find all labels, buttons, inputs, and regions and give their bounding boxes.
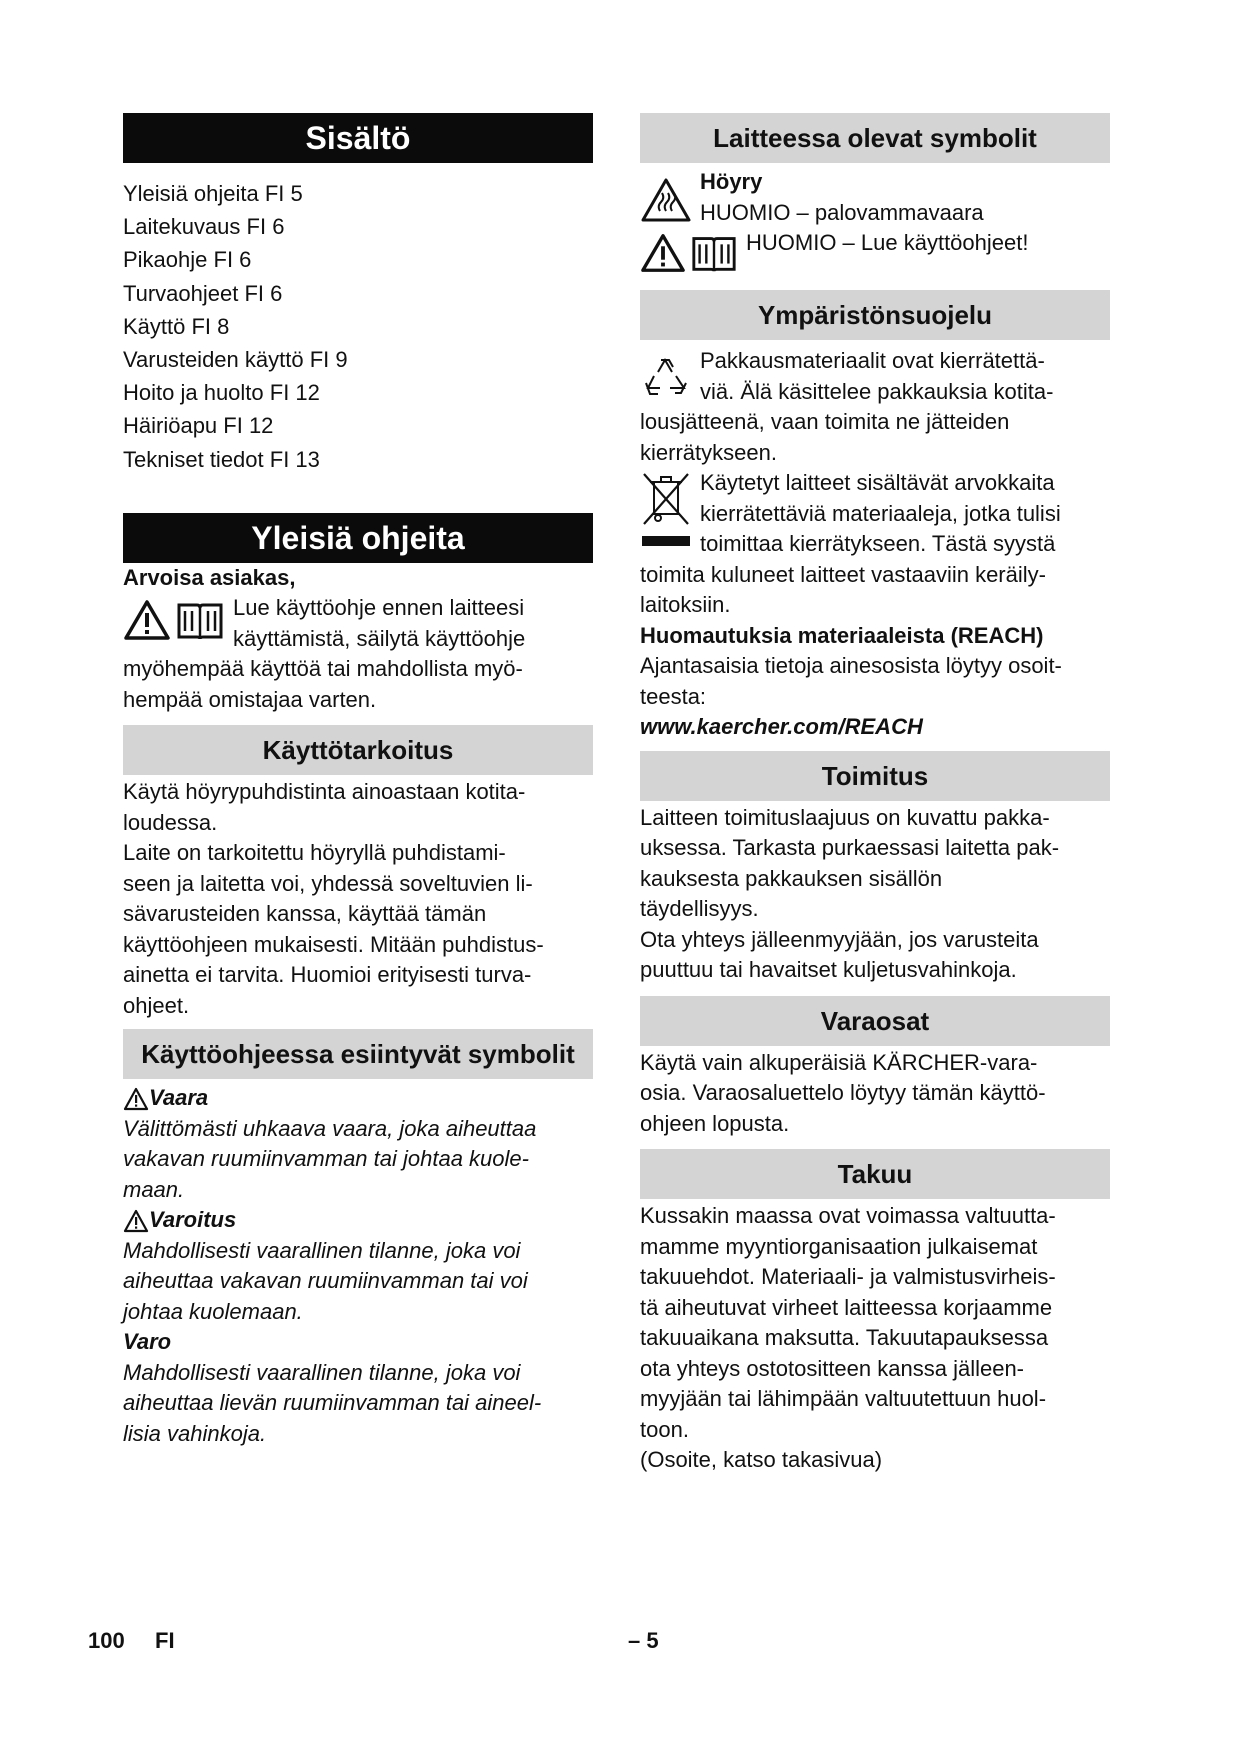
manual-book-icon bbox=[690, 232, 738, 274]
delivery-text bbox=[640, 803, 1110, 986]
section-page-number: – 5 bbox=[628, 1628, 659, 1653]
text-line: täydellisyys. bbox=[640, 896, 759, 921]
toc-item[interactable]: Häiriöapu FI 12 bbox=[123, 413, 274, 439]
toc-item[interactable]: Tekniset tiedot FI 13 bbox=[123, 446, 320, 472]
steam-symbol-row bbox=[640, 167, 1110, 228]
steam-label: Höyry bbox=[700, 169, 763, 194]
caution-text-line: Mahdollisesti vaarallinen tilanne, joka voi bbox=[123, 1359, 521, 1385]
text-line: osia. Varaosaluettelo löytyy tämän käyttö- bbox=[640, 1080, 1046, 1105]
danger-text-line: vakavan ruumiinvamman tai johtaa kuole- bbox=[123, 1146, 529, 1172]
text-line: Ota yhteys jälleenmyyjään, jos varusteita bbox=[640, 926, 1039, 952]
spare-parts-text bbox=[640, 1048, 1110, 1140]
text-line: Laitteen toimituslaajuus on kuvattu pakka- bbox=[640, 804, 1050, 830]
caution-text-line: lisia vahinkoja. bbox=[123, 1420, 267, 1446]
right-column bbox=[640, 113, 1110, 1476]
steam-text: HUOMIO – palovammavaara bbox=[700, 199, 984, 225]
text-line: toon. bbox=[640, 1416, 689, 1442]
text-line: mamme myyntiorganisaation julkaisemat bbox=[640, 1233, 1038, 1259]
warning-triangle-icon bbox=[123, 1087, 149, 1111]
text-line: myyjään tai lähimpään valtuutettuun huol- bbox=[640, 1386, 1047, 1411]
reach-link[interactable]: www.kaercher.com/REACH bbox=[640, 714, 923, 739]
text-line: loudessa. bbox=[123, 809, 218, 835]
environment-heading: Ympäristönsuojelu bbox=[640, 290, 1110, 340]
toc-item[interactable]: Laitekuvaus FI 6 bbox=[123, 214, 285, 240]
hot-steam-warning-icon bbox=[640, 177, 692, 223]
intro-text-line: hempää omistajaa varten. bbox=[123, 686, 377, 712]
intro-text-line: myöhempää käyttöä tai mahdollista myö- bbox=[123, 656, 523, 682]
text-line: Pakkausmateriaalit ovat kierrätettä- bbox=[700, 348, 1045, 373]
intro-text-line: käyttämistä, säilytä käyttöohje bbox=[233, 625, 526, 651]
intro-text-line: Lue käyttöohje ennen laitteesi bbox=[233, 595, 525, 621]
toc-item[interactable]: Käyttö FI 8 bbox=[123, 313, 230, 339]
warranty-heading: Takuu bbox=[640, 1149, 1110, 1199]
warning-text-line: Mahdollisesti vaarallinen tilanne, joka voi bbox=[123, 1237, 521, 1263]
danger-text-line: maan. bbox=[123, 1176, 185, 1202]
spare-parts-heading: Varaosat bbox=[640, 996, 1110, 1046]
language-code: FI bbox=[155, 1628, 175, 1653]
symbols-list bbox=[123, 1083, 593, 1449]
danger-label: Vaara bbox=[149, 1085, 209, 1111]
weee-notice bbox=[640, 468, 1110, 560]
text-line: laitoksiin. bbox=[640, 592, 731, 617]
warning-text-line: aiheuttaa vakavan ruumiinvamman tai voi bbox=[123, 1268, 528, 1294]
manual-book-icon bbox=[175, 599, 225, 641]
text-line: kierrätettäviä materiaaleja, jotka tulisi bbox=[700, 500, 1061, 526]
greeting: Arvoisa asiakas, bbox=[123, 564, 296, 590]
text-line: (Osoite, katso takasivua) bbox=[640, 1447, 883, 1472]
text-line: takuuaikana maksutta. Takuutapauksessa bbox=[640, 1325, 1049, 1350]
text-line: kauksesta pakkauksen sisällön bbox=[640, 865, 943, 891]
page-number: 100 bbox=[88, 1628, 125, 1653]
manual-text: HUOMIO – Lue käyttöohjeet! bbox=[746, 230, 1029, 255]
text-line: ohjeet. bbox=[123, 992, 190, 1018]
recycling-notice bbox=[640, 346, 1110, 407]
text-line: Laite on tarkoitettu höyryllä puhdistami- bbox=[123, 840, 506, 866]
text-line: toimita kuluneet laitteet vastaaviin keräily- bbox=[640, 561, 1046, 587]
text-line: Ajantasaisia tietoja ainesosista löytyy osoit- bbox=[640, 653, 1062, 678]
text-line: sävarusteiden kanssa, käyttää tämän bbox=[123, 901, 487, 927]
delivery-heading: Toimitus bbox=[640, 751, 1110, 801]
read-manual-notice bbox=[123, 593, 593, 654]
caution-label: Varo bbox=[123, 1329, 172, 1355]
text-line: seen ja laitetta voi, yhdessä soveltuvien li- bbox=[123, 870, 533, 896]
text-line: Käytä vain alkuperäisiä KÄRCHER-vara- bbox=[640, 1049, 1038, 1075]
text-line: viä. Älä käsittelee pakkauksia kotita- bbox=[700, 378, 1054, 404]
crossed-out-bin-icon bbox=[640, 470, 692, 558]
warranty-text bbox=[640, 1201, 1110, 1476]
text-line: lousjätteenä, vaan toimita ne jätteiden bbox=[640, 409, 1010, 434]
toc-item[interactable]: Hoito ja huolto FI 12 bbox=[123, 380, 320, 406]
danger-text-line: Välittömästi uhkaava vaara, joka aiheuttaa bbox=[123, 1115, 537, 1141]
purpose-heading: Käyttötarkoitus bbox=[123, 725, 593, 775]
warning-triangle-icon bbox=[123, 599, 171, 641]
caution-text-line: aiheuttaa lievän ruumiinvamman tai aineel- bbox=[123, 1390, 542, 1416]
warning-text-line: johtaa kuolemaan. bbox=[123, 1298, 303, 1324]
toc-item[interactable]: Pikaohje FI 6 bbox=[123, 247, 252, 273]
text-line: takuuehdot. Materiaali- ja valmistusvirheis- bbox=[640, 1264, 1056, 1289]
text-line: käyttöohjeen mukaisesti. Mitään puhdistus- bbox=[123, 931, 544, 957]
text-line: puuttuu tai havaitset kuljetusvahinkoja. bbox=[640, 957, 1017, 982]
text-line: ainetta ei tarvita. Huomioi erityisesti turva- bbox=[123, 962, 532, 988]
left-column bbox=[123, 113, 593, 1449]
recycling-icon bbox=[640, 352, 692, 400]
text-line: ota yhteys ostotositteen kanssa jälleen- bbox=[640, 1355, 1025, 1381]
warning-triangle-icon bbox=[123, 1209, 149, 1233]
purpose-text bbox=[123, 777, 593, 1021]
warning-label: Varoitus bbox=[149, 1207, 237, 1233]
reach-title: Huomautuksia materiaaleista (REACH) bbox=[640, 622, 1044, 648]
toc-item[interactable]: Varusteiden käyttö FI 9 bbox=[123, 347, 348, 373]
text-line: Käytä höyrypuhdistinta ainoastaan kotita- bbox=[123, 779, 526, 805]
text-line: toimittaa kierrätykseen. Tästä syystä bbox=[700, 531, 1056, 556]
toc-item[interactable]: Turvaohjeet FI 6 bbox=[123, 280, 283, 306]
manual-symbol-row bbox=[640, 228, 1110, 274]
toc-item[interactable]: Yleisiä ohjeita FI 5 bbox=[123, 181, 303, 206]
text-line: kierrätykseen. bbox=[640, 439, 777, 465]
text-line: Kussakin maassa ovat voimassa valtuutta- bbox=[640, 1203, 1056, 1228]
device-symbols-heading: Laitteessa olevat symbolit bbox=[640, 113, 1110, 163]
text-line: ohjeen lopusta. bbox=[640, 1110, 790, 1136]
symbols-heading: Käyttöohjeessa esiintyvät symbolit bbox=[123, 1029, 593, 1079]
general-heading: Yleisiä ohjeita bbox=[123, 513, 593, 563]
text-line: uksessa. Tarkasta purkaessasi laitetta pak- bbox=[640, 835, 1060, 860]
warning-triangle-icon bbox=[640, 232, 686, 274]
table-of-contents bbox=[123, 177, 593, 476]
text-line: tä aiheutuvat virheet laitteessa korjaamme bbox=[640, 1294, 1053, 1320]
text-line: teesta: bbox=[640, 683, 707, 709]
contents-heading: Sisältö bbox=[123, 113, 593, 163]
text-line: Käytetyt laitteet sisältävät arvokkaita bbox=[700, 470, 1055, 495]
